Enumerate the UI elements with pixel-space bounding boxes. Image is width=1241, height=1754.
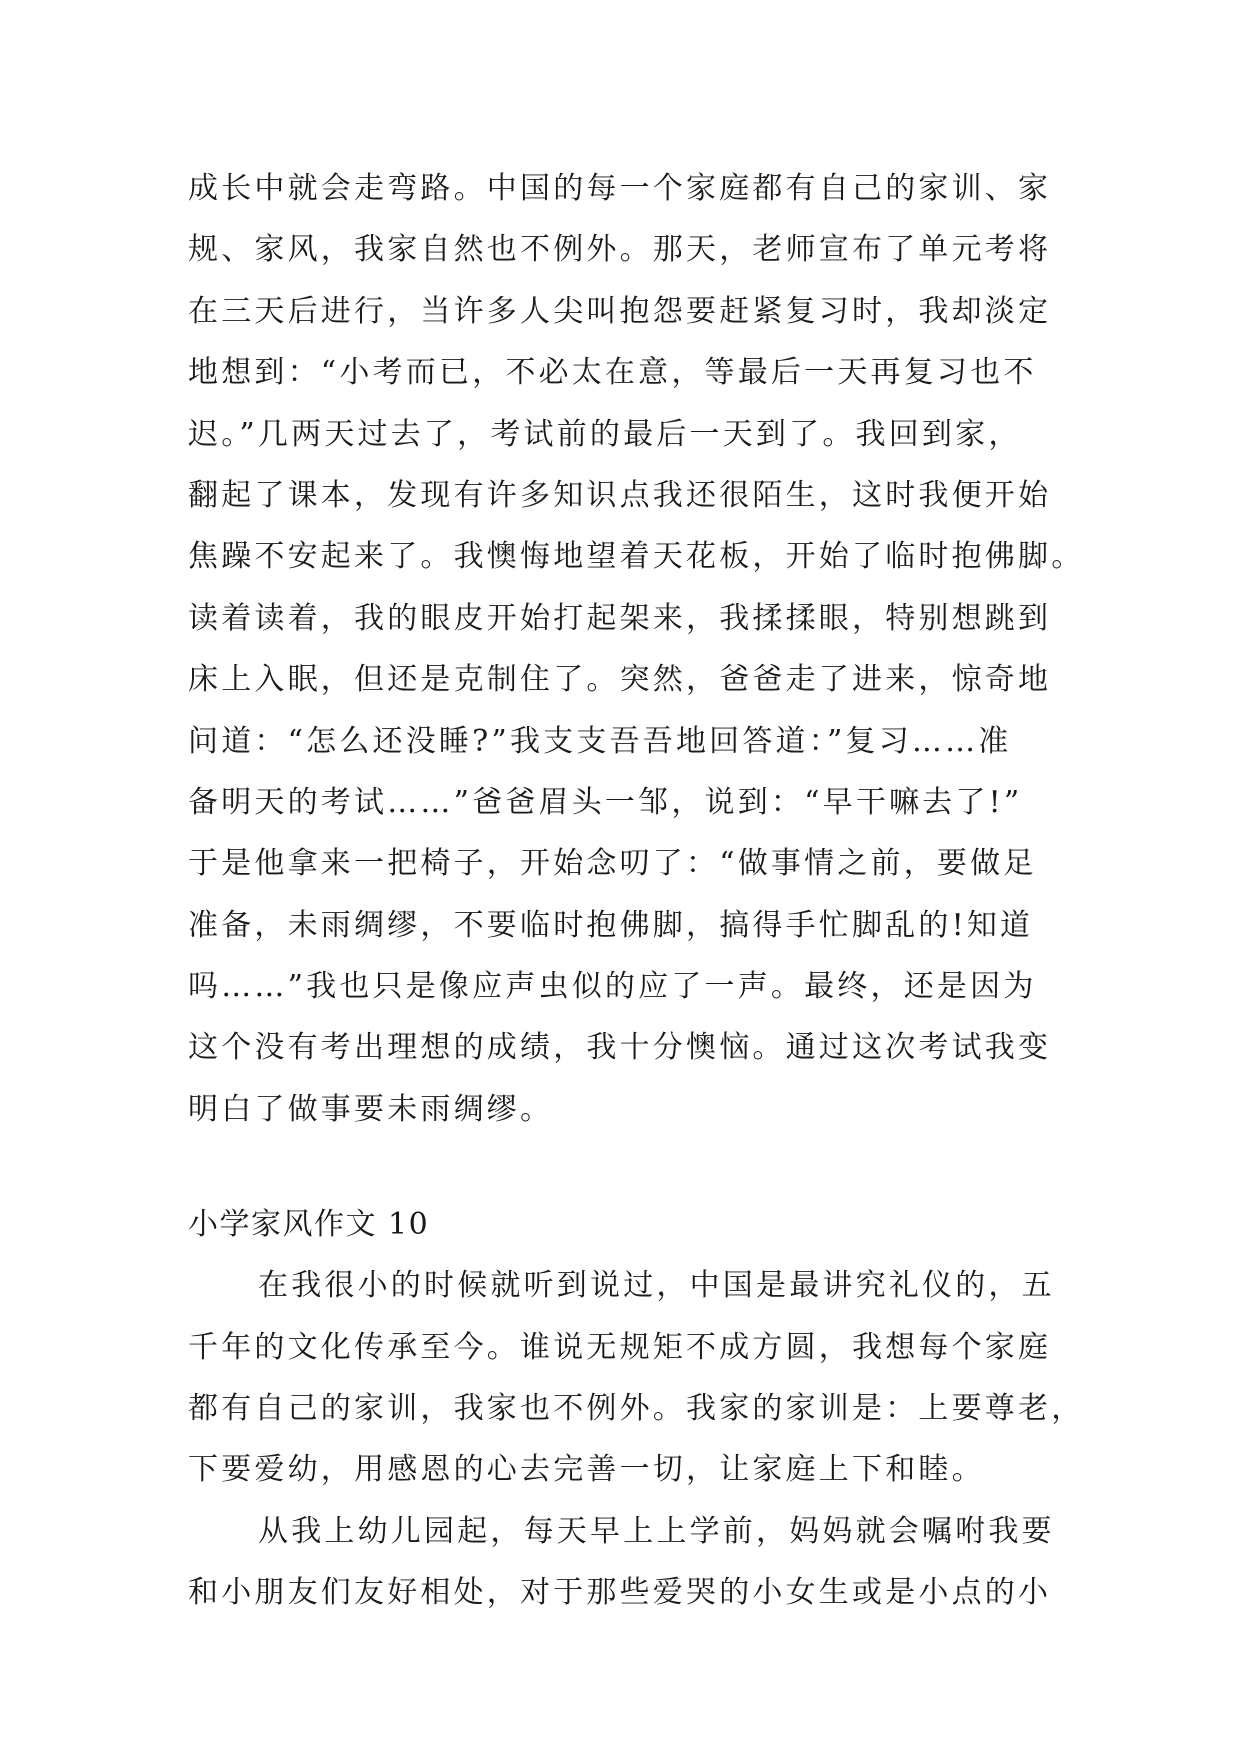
text-line: 成长中就会走弯路。中国的每一个家庭都有自己的家训、家 bbox=[188, 171, 1052, 206]
text-line: 读着读着，我的眼皮开始打起架来，我揉揉眼，特别想跳到 bbox=[188, 600, 1052, 636]
text-line: 从我上幼儿园起，每天早上上学前，妈妈就会嘱咐我要 bbox=[258, 1513, 1055, 1549]
paragraph bbox=[188, 1255, 1085, 1501]
document-page bbox=[188, 158, 1085, 1624]
text-line: 于是他拿来一把椅子，开始念叨了：“做事情之前，要做足 bbox=[188, 846, 1037, 882]
text-line: 吗……”我也只是像应声虫似的应了一声。最终，还是因为 bbox=[188, 969, 1037, 1005]
text-line: 规、家风，我家自然也不例外。那天，老师宣布了单元考将 bbox=[188, 232, 1052, 268]
text-line: 翻起了课本，发现有许多知识点我还很陌生，这时我便开始 bbox=[188, 477, 1052, 513]
text-line: 准备，未雨绸缪，不要临时抱佛脚，搞得手忙脚乱的!知道 bbox=[188, 907, 1034, 943]
text-line: 备明天的考试……”爸爸眉头一邹，说到：“早干嘛去了!” bbox=[188, 784, 1023, 820]
text-line: 在三天后进行，当许多人尖叫抱怨要赶紧复习时，我却淡定 bbox=[188, 293, 1052, 329]
text-line: 地想到：“小考而已，不必太在意，等最后一天再复习也不 bbox=[188, 355, 1037, 391]
text-line: 问道：“怎么还没睡?”我支支吾吾地回答道：”复习……准 bbox=[188, 723, 1012, 759]
text-line: 在我很小的时候就听到说过，中国是最讲究礼仪的，五 bbox=[258, 1268, 1055, 1304]
section-gap bbox=[188, 1140, 1056, 1194]
text-line: 都有自己的家训，我家也不例外。我家的家训是：上要尊老， bbox=[188, 1391, 1085, 1427]
text-line: 千年的文化传承至今。谁说无规矩不成方圆，我想每个家庭 bbox=[188, 1329, 1052, 1365]
text-line: 下要爱幼，用感恩的心去完善一切，让家庭上下和睦。 bbox=[188, 1452, 985, 1488]
essay-continuation bbox=[188, 158, 1085, 1140]
text-line: 焦躁不安起来了。我懊悔地望着天花板，开始了临时抱佛脚。 bbox=[188, 539, 1085, 575]
text-line: 这个没有考出理想的成绩，我十分懊恼。通过这次考试我变 bbox=[188, 1030, 1052, 1066]
paragraph bbox=[188, 1501, 1056, 1624]
essay-title: 小学家风作文 10 bbox=[188, 1207, 430, 1243]
text-line: 和小朋友们友好相处，对于那些爱哭的小女生或是小点的小 bbox=[188, 1575, 1052, 1611]
text-line: 迟。”几两天过去了，考试前的最后一天到了。我回到家， bbox=[188, 416, 1022, 452]
text-line: 床上入眠，但还是克制住了。突然，爸爸走了进来，惊奇地 bbox=[188, 662, 1052, 698]
text-line: 明白了做事要未雨绸缪。 bbox=[188, 1091, 554, 1127]
